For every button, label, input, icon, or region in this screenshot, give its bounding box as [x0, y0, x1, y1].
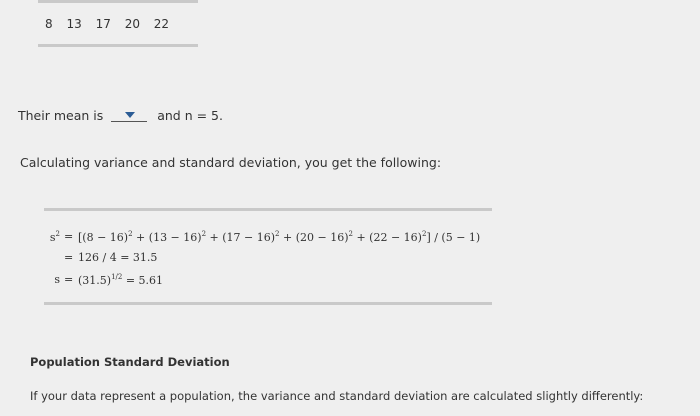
calculation-intro: Calculating variance and standard deviation, you get the following:	[20, 155, 442, 170]
section-paragraph: If your data represent a population, the variance and standard deviation are calculated slightly differently:	[30, 389, 644, 403]
variance-expression: $[(8 - 16)^2 + (13 - 16)^2 + (17 - 16)^2 + (20 - 16)^2 + (22 - 16)^2] / (5 - 1)$	[78, 230, 481, 244]
equals-sign: =	[64, 230, 74, 243]
data-value: 20	[124, 17, 140, 31]
variance-result-line	[20, 251, 320, 267]
std-dev-line	[20, 273, 320, 289]
std-dev-symbol: s	[54, 273, 60, 286]
data-value: 8	[45, 17, 53, 31]
variance-formula-line	[20, 230, 500, 246]
formula-bottom-rule	[44, 302, 492, 305]
variance-symbol: $s^2$	[49, 230, 60, 244]
caret-down-icon	[125, 112, 135, 118]
equals-sign: =	[64, 273, 74, 286]
top-rule	[38, 0, 198, 3]
data-values-row	[45, 17, 179, 31]
data-value: 22	[153, 17, 170, 31]
mean-prefix: Their mean is	[18, 108, 104, 123]
equals-sign: =	[64, 251, 74, 264]
values-bottom-rule	[38, 44, 198, 47]
data-value: 17	[95, 17, 111, 31]
section-heading: Population Standard Deviation	[30, 355, 230, 369]
data-value: 13	[66, 17, 82, 31]
formula-top-rule	[44, 208, 492, 211]
mean-statement	[18, 108, 223, 123]
mean-suffix: and n = 5.	[157, 108, 223, 123]
variance-result: 126 / 4 = 31.5	[78, 251, 158, 264]
std-dev-expression: $(31.5)^{1/2} = 5.61$	[78, 273, 164, 287]
mean-dropdown[interactable]	[111, 109, 147, 122]
